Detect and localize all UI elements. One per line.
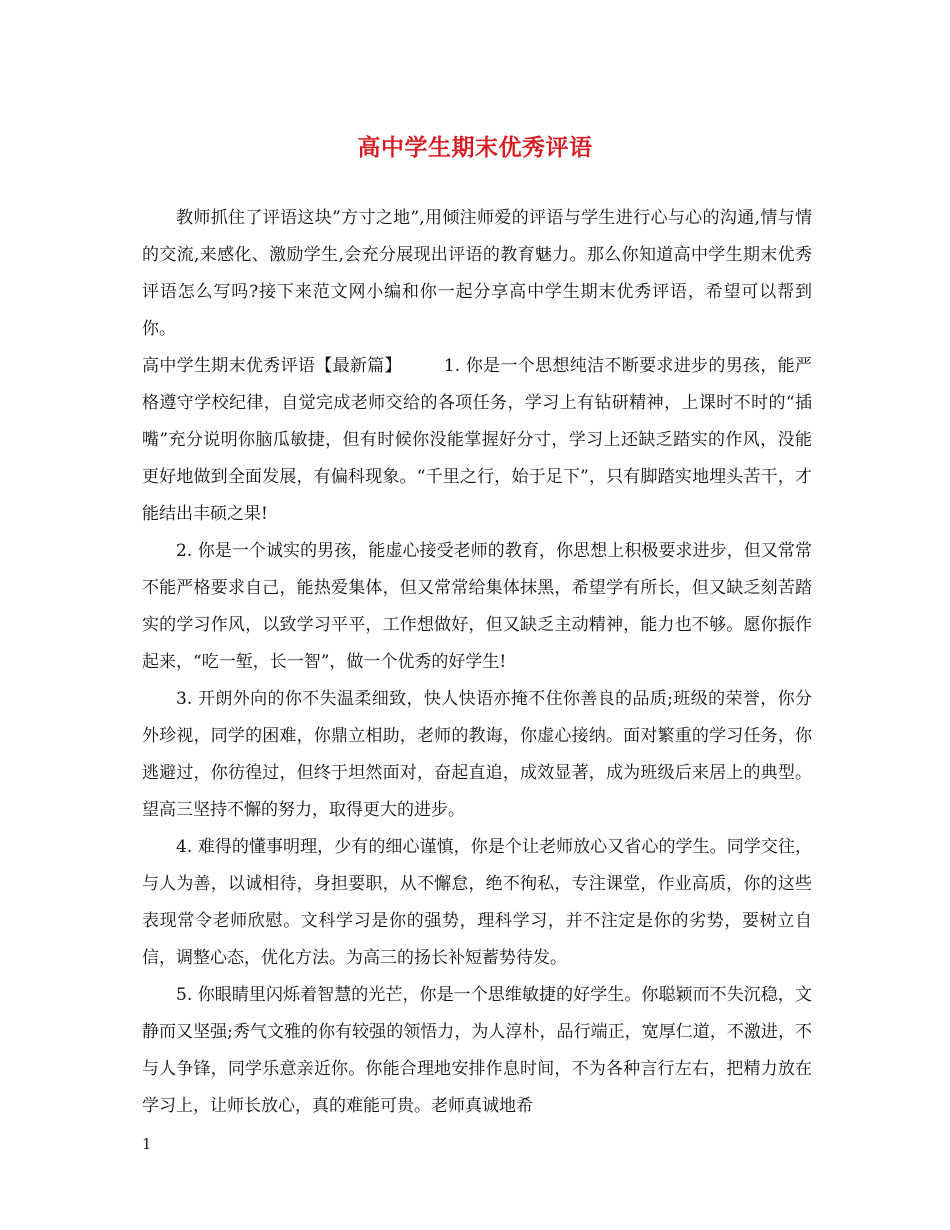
page-number: 1	[142, 1135, 152, 1153]
comment-item-5: 5. 你眼睛里闪烁着智慧的光芒，你是一个思维敏捷的好学生。你聪颖而不失沉稳，文静而又坚强;秀气文雅的你有较强的领悟力，为人淳朴，品行端正，宽厚仁道，不激进，不与人争锋，同学乐意亲近你。你能合理地安排作息时间，不为各种言行左右，把精力放在学习上，让师长放心，真的难能可贵。老师真诚地希	[142, 985, 812, 1116]
section-heading: 高中学生期末优秀评语【最新篇】	[142, 356, 402, 376]
document-body	[142, 200, 812, 1125]
section-paragraph	[142, 348, 812, 533]
comment-item-2: 2. 你是一个诚实的男孩，能虚心接受老师的教育，你思想上积极要求进步，但又常常不能严格要求自己，能热爱集体，但又常常给集体抹黑，希望学有所长，但又缺乏刻苦踏实的学习作风，以致学习平平，工作想做好，但又缺乏主动精神，能力也不够。愿你振作起来，“吃一堑，长一智”，做一个优秀的好学生!	[142, 541, 812, 672]
comment-item-3: 3. 开朗外向的你不失温柔细致，快人快语亦掩不住你善良的品质;班级的荣誉，你分外珍视，同学的困难，你鼎立相助，老师的教诲，你虚心接纳。面对繁重的学习任务，你逃避过，你彷徨过，但终于坦然面对，奋起直追，成效显著，成为班级后来居上的典型。望高三坚持不懈的努力，取得更大的进步。	[142, 689, 812, 820]
intro-paragraph: 教师抓住了评语这块”方寸之地”,用倾注师爱的评语与学生进行心与心的沟通,情与情的交流,来感化、激励学生,会充分展现出评语的教育魅力。那么你知道高中学生期末优秀评语怎么写吗?接下来范文网小编和你一起分享高中学生期末优秀评语，希望可以帮到你。	[142, 208, 812, 339]
comment-item-1: 1. 你是一个思想纯洁不断要求进步的男孩，能严格遵守学校纪律，自觉完成老师交给的各项任务，学习上有钻研精神，上课时不时的“插嘴”充分说明你脑瓜敏捷，但有时候你没能掌握好分寸，学习上还缺乏踏实的作风，没能更好地做到全面发展，有偏科现象。“千里之行，始于足下”，只有脚踏实地埋头苦干，才能结出丰硕之果!	[142, 356, 812, 524]
comment-item-4: 4. 难得的懂事明理，少有的细心谨慎，你是个让老师放心又省心的学生。同学交往，与人为善，以诚相待，身担要职，从不懈怠，绝不徇私，专注课堂，作业高质，你的这些表现常令老师欣慰。文科学习是你的强势，理科学习，并不注定是你的劣势，要树立自信，调整心态，优化方法。为高三的扬长补短蓄势待发。	[142, 837, 812, 968]
document-title: 高中学生期末优秀评语	[357, 134, 593, 161]
